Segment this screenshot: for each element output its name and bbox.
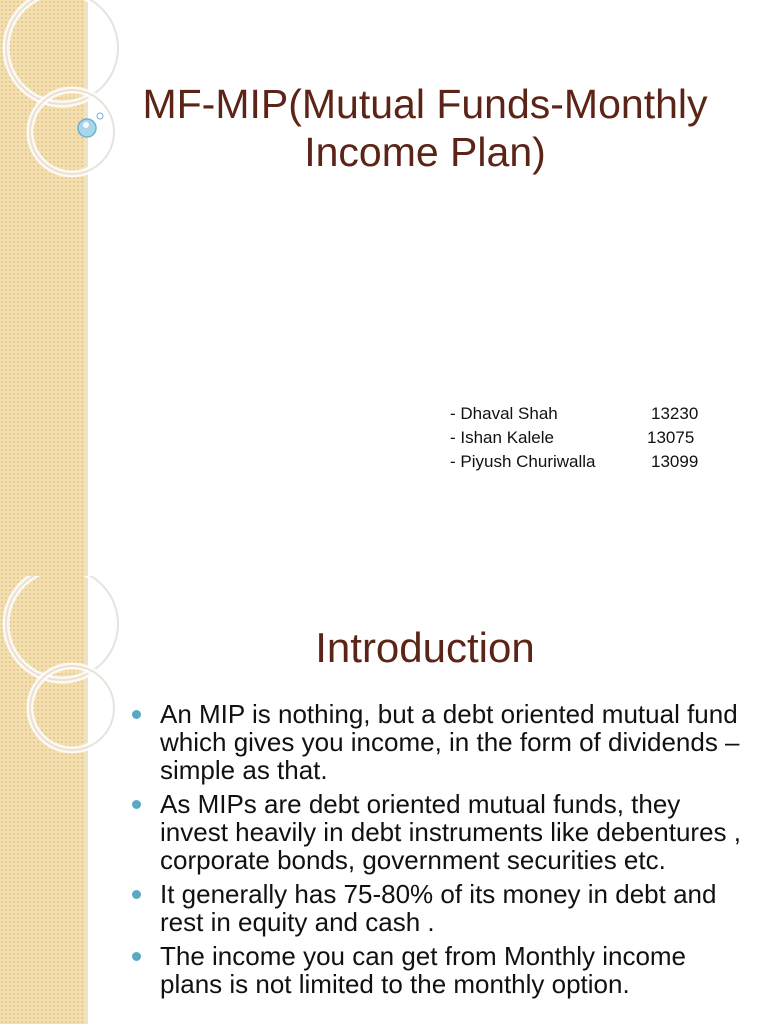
bullet-text: The income you can get from Monthly income plans is not limited to the monthly option.	[160, 941, 687, 999]
author-name: - Piyush Churiwalla	[450, 452, 596, 471]
bullet-item	[132, 790, 752, 874]
author-id: 13075	[647, 428, 695, 447]
decorative-circles-icon	[0, 576, 130, 776]
author-row	[450, 426, 740, 450]
bullet-text: An MIP is nothing, but a debt oriented mutual fund which gives you income, in the form of dividends – simple as that.	[160, 699, 740, 785]
author-row	[450, 450, 740, 474]
slide-introduction	[0, 576, 768, 1024]
author-row	[450, 402, 740, 426]
author-list	[450, 402, 740, 474]
author-id: 13230	[651, 404, 699, 423]
bullet-icon	[132, 952, 141, 961]
author-id: 13099	[651, 452, 699, 471]
bullet-icon	[132, 800, 141, 809]
bullet-item	[132, 700, 752, 784]
bullet-item	[132, 942, 752, 998]
bullet-icon	[132, 890, 141, 899]
bullet-text: It generally has 75-80% of its money in debt and rest in equity and cash .	[160, 879, 717, 937]
author-name: - Dhaval Shah	[450, 404, 558, 423]
bullet-list	[132, 700, 752, 1004]
bullet-text: As MIPs are debt oriented mutual funds, they invest heavily in debt instruments like debentures , corporate bonds, government securities etc.	[160, 789, 741, 875]
bullet-icon	[132, 710, 141, 719]
slide-title-text: MF-MIP(Mutual Funds-Monthly Income Plan)	[142, 81, 708, 175]
author-name: - Ishan Kalele	[450, 428, 554, 447]
bullet-item	[132, 880, 752, 936]
slide-heading: Introduction	[315, 624, 535, 671]
